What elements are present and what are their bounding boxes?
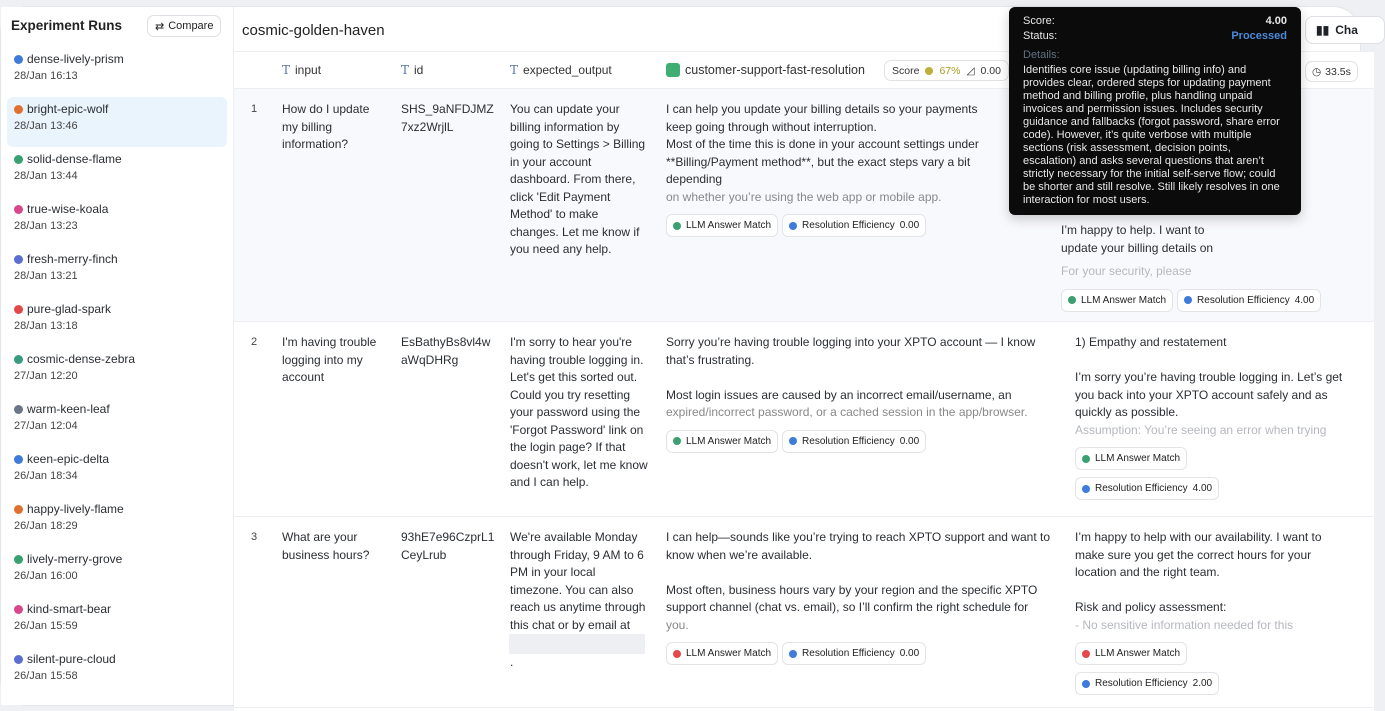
compare-label: Compare xyxy=(168,20,214,32)
run-color-dot-icon xyxy=(14,205,23,214)
metric-value: 0.00 xyxy=(899,435,920,447)
metric-chip[interactable] xyxy=(666,430,778,453)
run-time: 27/Jan 12:04 xyxy=(14,420,78,432)
column-label: id xyxy=(414,63,424,77)
metric-dot-icon xyxy=(1082,485,1090,493)
delta-icon: ◿ xyxy=(966,64,975,77)
metric-chip[interactable] xyxy=(1075,447,1187,470)
score-delta: 0.00 xyxy=(980,64,1001,77)
page-title: cosmic-golden-haven xyxy=(242,22,385,39)
compare-button[interactable] xyxy=(147,15,221,37)
column-label: expected_output xyxy=(523,63,612,77)
run-color-dot-icon xyxy=(14,55,23,64)
metric-label: Resolution Efficiency xyxy=(1197,294,1290,306)
output-line: 1) Empathy and restatement xyxy=(1075,335,1227,349)
experiment-output-cell[interactable] xyxy=(666,101,1001,237)
run-color-dot-icon xyxy=(14,605,23,614)
metric-chip[interactable] xyxy=(1061,289,1173,312)
run-color-dot-icon xyxy=(14,455,23,464)
comparison-output-cell[interactable] xyxy=(1075,529,1345,702)
run-time: 26/Jan 16:00 xyxy=(14,570,78,582)
run-name: happy-lively-flame xyxy=(27,502,124,516)
sidebar-title: Experiment Runs xyxy=(11,18,123,33)
output-line: update your billing details on xyxy=(1061,240,1214,255)
run-item[interactable] xyxy=(7,97,227,147)
metric-chips xyxy=(1075,447,1345,500)
run-name: bright-epic-wolf xyxy=(27,102,109,116)
id-cell: SHS_9aNFDJMZ7xz2WrjlL xyxy=(401,102,494,134)
run-name: cosmic-dense-zebra xyxy=(27,352,136,366)
run-item[interactable] xyxy=(7,197,227,247)
metric-dot-icon xyxy=(1082,455,1090,463)
score-badge[interactable] xyxy=(884,60,1009,81)
metric-dot-icon xyxy=(673,222,681,230)
score-dot-icon xyxy=(925,67,933,75)
output-line: I can help—sounds like you’re trying to reach XPTO support and want to know when we’re available. xyxy=(666,530,1050,562)
experiment-output-cell[interactable] xyxy=(666,334,1061,453)
expected-output-cell xyxy=(510,529,650,672)
metric-chip[interactable] xyxy=(782,430,926,453)
run-time: 28/Jan 13:44 xyxy=(14,170,78,182)
app-window xyxy=(0,6,1361,706)
run-time: 26/Jan 18:29 xyxy=(14,520,78,532)
column-expected-output[interactable] xyxy=(510,63,612,77)
metric-dot-icon xyxy=(789,650,797,658)
tooltip-status-label: Status: xyxy=(1023,30,1058,42)
run-item[interactable] xyxy=(7,147,227,197)
expected-text: We're available Monday through Friday, 9 AM to 6 PM in your local timezone. You can also reach us anytime through this chat or by email at xyxy=(510,530,646,632)
expected-output-cell xyxy=(510,101,650,259)
text-type-icon: T xyxy=(401,63,410,77)
metric-label: LLM Answer Match xyxy=(1081,294,1167,306)
run-name: silent-pure-cloud xyxy=(27,652,116,666)
document-icon xyxy=(666,63,680,77)
run-item[interactable] xyxy=(7,297,227,347)
tooltip-details: Identifies core issue (updating billing info) and provides clear, ordered steps for updating payment method and billing profile, plus handling unpaid invoices and permission issues. Includes security guidance and fallbacks (forgot password, share error code). However, it’s quite verbose with multiple sections (risk assessment, decision points, escalation) and asks several questions that aren’t strictly necessary for the initial self-serve flow; could be shorter and still resolve. Still likely resolves in one interaction for most users. xyxy=(1023,64,1280,206)
run-time: 26/Jan 15:59 xyxy=(14,620,78,632)
run-time: 27/Jan 12:20 xyxy=(14,370,78,382)
metric-chips xyxy=(1075,642,1345,695)
metric-label: LLM Answer Match xyxy=(686,220,772,231)
experiment-output-cell[interactable] xyxy=(666,529,1061,665)
metric-chips xyxy=(1061,289,1361,312)
expected-text-end: . xyxy=(510,655,514,669)
compare-icon: ⇄ xyxy=(155,20,165,33)
output-line: I’m happy to help. I want to xyxy=(1061,223,1205,237)
run-item[interactable] xyxy=(7,247,227,297)
tooltip-status: Processed xyxy=(1231,30,1287,42)
run-time: 26/Jan 15:58 xyxy=(14,670,78,682)
output-line: Most often, business hours vary by your region and the specific XPTO xyxy=(666,582,1038,597)
row-number: 2 xyxy=(251,336,258,348)
output-line: I’m happy to help with our availability. I want to make sure you get the correct hours for your location and the right team. xyxy=(1075,530,1322,579)
tooltip-score-label: Score: xyxy=(1023,15,1055,27)
run-color-dot-icon xyxy=(14,405,23,414)
metric-chip[interactable] xyxy=(1075,642,1187,665)
metric-label: Resolution Efficiency xyxy=(802,220,895,231)
row-number: 1 xyxy=(251,103,258,115)
text-type-icon: T xyxy=(282,63,291,77)
output-line: you. xyxy=(666,617,689,632)
run-color-dot-icon xyxy=(14,655,23,664)
text-type-icon: T xyxy=(510,63,519,77)
metric-label: LLM Answer Match xyxy=(1095,453,1181,464)
run-time: 28/Jan 13:23 xyxy=(14,220,78,232)
metric-chip[interactable] xyxy=(1075,477,1219,500)
row-number: 3 xyxy=(251,531,258,543)
duration: 33.5s xyxy=(1325,65,1351,78)
run-name: warm-keen-leaf xyxy=(27,402,110,416)
metric-label: Resolution Efficiency xyxy=(802,648,895,659)
comparison-output-cell[interactable] xyxy=(1075,334,1345,507)
run-name: kind-smart-bear xyxy=(27,602,112,616)
run-item[interactable] xyxy=(7,397,227,447)
score-percent: 67% xyxy=(939,64,961,77)
score-tooltip xyxy=(1009,7,1301,215)
metric-value: 4.00 xyxy=(1294,294,1315,306)
column-id[interactable] xyxy=(401,63,423,77)
output-line: on whether you’re using the web app or mobile app. xyxy=(666,189,942,204)
run-color-dot-icon xyxy=(14,505,23,514)
column-input[interactable] xyxy=(282,63,321,77)
chart-label: Cha xyxy=(1335,23,1358,37)
metric-chips xyxy=(666,642,1061,665)
run-time: 28/Jan 13:18 xyxy=(14,320,78,332)
expected-text: You can update your billing information by going to Settings > Billing in your account dashboard. From there, click 'Edit Payment Method' to make changes. Let me know if you need any help. xyxy=(510,102,646,256)
metric-dot-icon xyxy=(1184,296,1192,304)
run-time: 28/Jan 16:13 xyxy=(14,70,78,82)
score-label: Score xyxy=(892,64,920,77)
metric-value: 0.00 xyxy=(899,220,920,231)
expected-text: I'm sorry to hear you're having trouble logging in. Let's get this sorted out. Could you try resetting your password using the 'Forgot Password' link on the login page? If that doesn't work, let me know and I can help. xyxy=(510,335,648,489)
input-cell: I'm having trouble logging into my account xyxy=(282,335,377,384)
metric-label: Resolution Efficiency xyxy=(1095,678,1188,689)
redacted-email xyxy=(509,634,645,654)
run-name: pure-glad-spark xyxy=(27,302,112,316)
run-name: lively-merry-grove xyxy=(27,552,123,566)
run-color-dot-icon xyxy=(14,255,23,264)
metric-chip[interactable] xyxy=(1177,289,1321,312)
metric-dot-icon xyxy=(673,437,681,445)
run-color-dot-icon xyxy=(14,555,23,564)
metric-dot-icon xyxy=(1068,296,1076,304)
id-cell: EsBathyBs8vl4waWqDHRg xyxy=(401,335,491,367)
output-line: Sorry you’re having trouble logging into your XPTO account — I know that’s frustrating. xyxy=(666,335,1036,367)
run-item[interactable] xyxy=(7,347,227,397)
run-item[interactable] xyxy=(7,647,227,697)
table-row[interactable] xyxy=(234,517,1374,708)
metric-label: Resolution Efficiency xyxy=(802,435,895,447)
run-name: keen-epic-delta xyxy=(27,452,110,466)
metric-value: 0.00 xyxy=(899,648,920,659)
run-item[interactable] xyxy=(7,497,227,547)
run-time: 26/Jan 18:34 xyxy=(14,470,78,482)
metric-dot-icon xyxy=(1082,680,1090,688)
metric-label: LLM Answer Match xyxy=(686,435,772,447)
metric-dot-icon xyxy=(789,437,797,445)
expected-output-cell xyxy=(510,334,650,489)
run-item[interactable] xyxy=(7,547,227,597)
duration-badge xyxy=(1305,61,1358,82)
output-line: I’m sorry you’re having trouble logging in. Let’s get you back into your XPTO account safely and as quickly as possible. xyxy=(1075,370,1343,419)
output-line: Most login issues are caused by an incorrect email/username, an xyxy=(666,387,1012,402)
output-line: Assumption: You’re seeing an error when trying xyxy=(1075,422,1327,437)
metric-label: Resolution Efficiency xyxy=(1095,483,1188,494)
column-label: customer-support-fast-resolution xyxy=(685,63,865,77)
metric-chip[interactable] xyxy=(782,214,926,237)
chart-button[interactable] xyxy=(1305,16,1385,44)
run-color-dot-icon xyxy=(14,305,23,314)
metric-label: LLM Answer Match xyxy=(1095,648,1181,659)
input-cell: How do I update my billing information? xyxy=(282,102,370,151)
comparison-output-cell[interactable] xyxy=(1061,222,1361,312)
column-label: input xyxy=(295,63,322,77)
run-item[interactable] xyxy=(7,47,227,97)
output-line: - No sensitive information needed for this xyxy=(1075,617,1294,632)
run-item[interactable] xyxy=(7,447,227,497)
metric-chip[interactable] xyxy=(666,214,778,237)
metric-chips xyxy=(666,430,1061,453)
output-line: Risk and policy assessment: xyxy=(1075,600,1227,614)
metric-dot-icon xyxy=(673,650,681,658)
run-name: dense-lively-prism xyxy=(27,52,124,66)
sidebar xyxy=(1,7,234,705)
run-color-dot-icon xyxy=(14,105,23,114)
run-name: fresh-merry-finch xyxy=(27,252,118,266)
run-color-dot-icon xyxy=(14,155,23,164)
metric-chip[interactable] xyxy=(1075,672,1219,695)
run-time: 28/Jan 13:21 xyxy=(14,270,78,282)
metric-label: LLM Answer Match xyxy=(686,648,772,659)
output-line: expired/incorrect password, or a cached session in the app/browser. xyxy=(666,405,1028,419)
metric-value: 2.00 xyxy=(1192,678,1213,689)
tooltip-details-label: Details: xyxy=(1023,49,1060,61)
column-experiment[interactable] xyxy=(666,63,865,77)
input-cell: What are your business hours? xyxy=(282,530,370,562)
output-line: I can help you update your billing details so your payments keep going through without interruption. xyxy=(666,102,978,134)
id-cell: 93hE7e96CzprL1CeyLrub xyxy=(401,530,495,562)
run-color-dot-icon xyxy=(14,355,23,364)
metric-chip[interactable] xyxy=(666,642,778,665)
metric-chip[interactable] xyxy=(782,642,926,665)
run-name: true-wise-koala xyxy=(27,202,109,216)
tooltip-score: 4.00 xyxy=(1265,15,1287,27)
metric-chips xyxy=(666,214,1001,237)
output-line: For your security, please xyxy=(1061,264,1192,278)
clock-icon: ◷ xyxy=(1312,65,1322,78)
run-name: solid-dense-flame xyxy=(27,152,122,166)
metric-dot-icon xyxy=(1082,650,1090,658)
run-item[interactable] xyxy=(7,597,227,647)
run-list xyxy=(7,47,227,697)
bar-chart-icon: ▮▮ xyxy=(1316,23,1330,37)
output-line: support channel (chat vs. email), so I’ll confirm the right schedule for xyxy=(666,600,1029,614)
table-row[interactable] xyxy=(234,322,1374,517)
metric-dot-icon xyxy=(789,222,797,230)
metric-value: 4.00 xyxy=(1192,483,1213,494)
output-line: Most of the time this is done in your account settings under **Billing/Payment method**, but the exact steps vary a bit depending xyxy=(666,137,979,186)
run-time: 28/Jan 13:46 xyxy=(14,120,78,132)
